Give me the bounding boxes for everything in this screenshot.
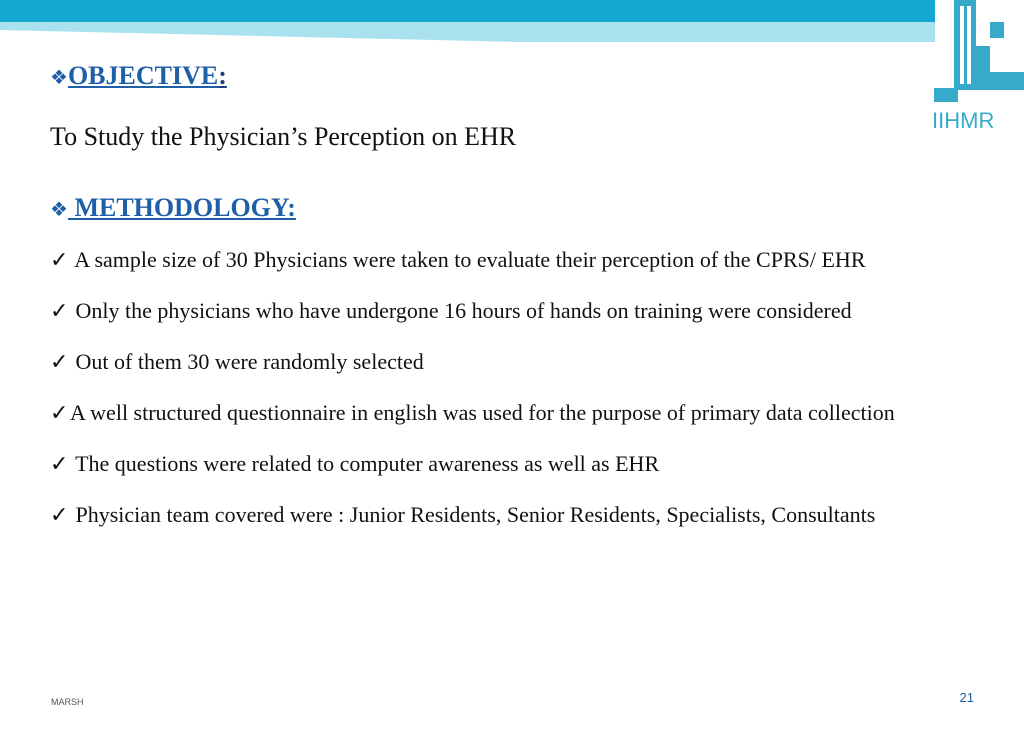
list-item <box>50 448 974 479</box>
diamond-bullet-icon: ❖ <box>50 199 68 221</box>
list-item-text: A sample size of 30 Physicians were taken to evaluate their perception of the CPRS/ EHR <box>70 247 866 272</box>
page-number: 21 <box>959 690 974 705</box>
list-item-text: A well structured questionnaire in english was used for the purpose of primary data collection <box>70 400 895 425</box>
check-mark-icon: ✓ <box>50 502 69 527</box>
methodology-heading <box>50 192 974 228</box>
list-item <box>50 499 974 530</box>
objective-colon: : <box>218 61 227 90</box>
list-item-text: Physician team covered were : Junior Residents, Senior Residents, Specialists, Consultants <box>70 502 876 527</box>
check-mark-icon: ✓ <box>50 298 69 323</box>
list-item <box>50 397 974 428</box>
list-item-text: Only the physicians who have undergone 16 hours of hands on training were considered <box>70 298 852 323</box>
header-band-dark <box>0 0 935 22</box>
check-mark-icon: ✓ <box>50 400 69 425</box>
diamond-bullet-icon: ❖ <box>50 67 68 89</box>
methodology-label: METHODOLOGY: <box>67 193 296 222</box>
list-item-text: The questions were related to computer awareness as well as EHR <box>70 451 660 476</box>
list-item <box>50 244 974 275</box>
objective-label: OBJECTIVE <box>67 61 219 90</box>
header-band <box>0 0 935 42</box>
list-item <box>50 295 974 326</box>
methodology-list <box>50 244 974 530</box>
objective-heading <box>50 60 974 96</box>
logo-text: IIHMR <box>932 108 995 133</box>
slide-content <box>50 60 974 550</box>
objective-text: To Study the Physician’s Perception on EHR <box>50 122 517 151</box>
check-mark-icon: ✓ <box>50 247 69 272</box>
list-item-text: Out of them 30 were randomly selected <box>70 349 424 374</box>
footer-author: MARSH <box>51 697 84 707</box>
check-mark-icon: ✓ <box>50 451 69 476</box>
check-mark-icon: ✓ <box>50 349 69 374</box>
list-item <box>50 346 974 377</box>
header-band-light <box>0 22 935 42</box>
